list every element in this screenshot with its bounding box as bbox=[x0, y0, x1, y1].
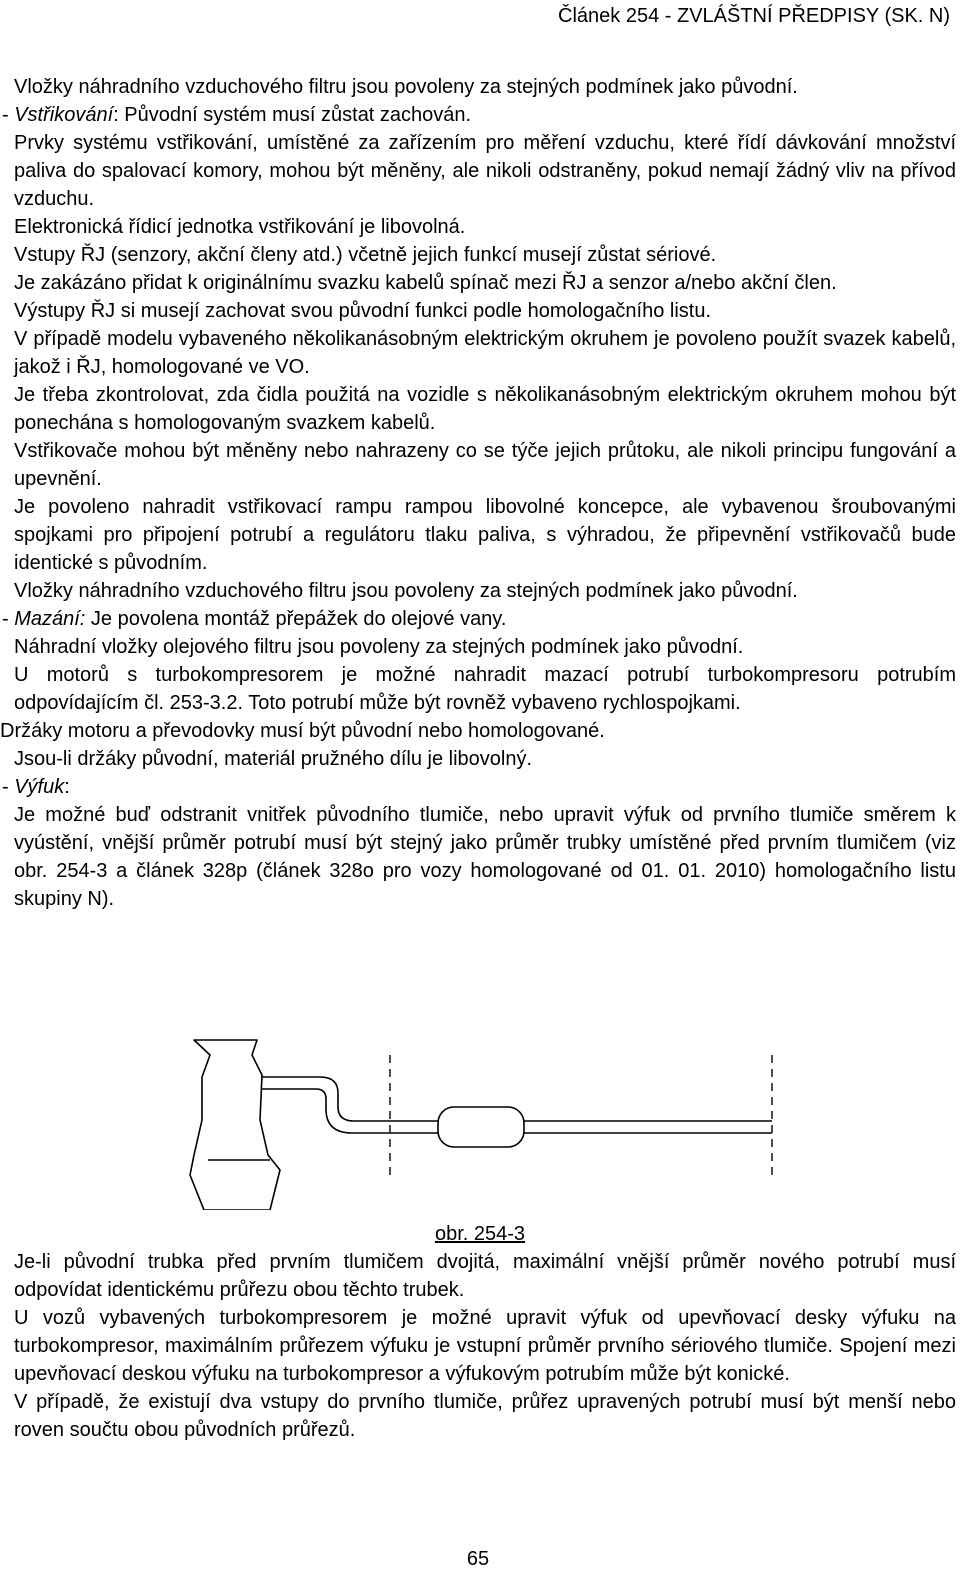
section-exhaust: - Výfuk: bbox=[2, 776, 70, 798]
paragraph-turbo-lubrication: U motorů s turbokompresorem je možné nahradit mazací potrubí turbokompresoru potrubím odpovídajícím čl. 253-3.2. Toto potrubí může být rovněž vybaveno rychlospojkami. bbox=[14, 664, 956, 714]
section-label-lubrication: Mazání: bbox=[14, 608, 86, 630]
document-body-continued bbox=[0, 1248, 956, 1444]
exhaust-figure bbox=[180, 1035, 800, 1210]
paragraph-fuel-rail: Je povoleno nahradit vstřikovací rampu rampou libovolné koncepce, ale vybavenou šroubovanými spojkami pro připojení potrubí a regulátoru tlaku paliva, s výhradou, že připevnění vstřikovačů bude identické s původním. bbox=[14, 496, 956, 574]
section-label-exhaust: Výfuk bbox=[14, 776, 65, 798]
paragraph-ecu: Elektronická řídicí jednotka vstřikování je libovolná. bbox=[14, 216, 466, 238]
silencer bbox=[438, 1107, 524, 1147]
paragraph-ecu-inputs: Vstupy ŘJ (senzory, akční členy atd.) včetně jejich funkcí musejí zůstat sériové. bbox=[14, 244, 717, 266]
paragraph-engine-mounts: Držáky motoru a převodovky musí být původní nebo homologované. bbox=[0, 720, 605, 742]
paragraph-mount-material: Jsou-li držáky původní, materiál pružného dílu je libovolný. bbox=[14, 748, 533, 770]
paragraph-exhaust-silencer: Je možné buď odstranit vnitřek původního tlumiče, nebo upravit výfuk od prvního tlumiče směrem k vyústění, vnější průměr potrubí musí být stejný jako průměr trubky umístěné před prvním tlumičem (viz obr. 254-3 a článek 328p (článek 328o pro vozy homologované od 01. 01. 2010) homologačního listu skupiny N). bbox=[14, 804, 956, 910]
document-body bbox=[0, 73, 956, 913]
exhaust-pipe-lower bbox=[262, 1089, 438, 1133]
paragraph-ecu-switch: Je zakázáno přidat k originálnímu svazku kabelů spínač mezi ŘJ a senzor a/nebo akční člen. bbox=[14, 272, 837, 294]
page-number: 65 bbox=[466, 1548, 490, 1570]
section-lubrication: - Mazání: Je povolena montáž přepážek do olejové vany. bbox=[2, 608, 507, 630]
section-label-injection: Vstřikování bbox=[14, 104, 114, 126]
paragraph-sensors: Je třeba zkontrolovat, zda čidla použitá na vozidle s několikanásobným elektrickým okruhem mohou být ponechána s homologovaným svazkem kabelů. bbox=[14, 384, 956, 434]
paragraph-air-filter: Vložky náhradního vzduchového filtru jsou povoleny za stejných podmínek jako původní. bbox=[14, 76, 798, 98]
paragraph-double-pipe: Je-li původní trubka před prvním tlumičem dvojitá, maximální vnější průměr nového potrubí musí odpovídat identickému průřezu obou těchto trubek. bbox=[14, 1251, 956, 1301]
paragraph-air-filter-2: Vložky náhradního vzduchového filtru jsou povoleny za stejných podmínek jako původní. bbox=[14, 580, 798, 602]
paragraph-ecu-outputs: Výstupy ŘJ si musejí zachovat svou původní funkci podle homologačního listu. bbox=[14, 300, 712, 322]
exhaust-diagram bbox=[190, 1040, 772, 1210]
page-header: Článek 254 - ZVLÁŠTNÍ PŘEDPISY (SK. N) bbox=[558, 5, 950, 27]
paragraph-multiplex: V případě modelu vybaveného několikanásobným elektrickým okruhem je povoleno použít svazek kabelů, jakož i ŘJ, homologované ve VO. bbox=[14, 328, 956, 378]
paragraph-turbo-exhaust: U vozů vybavených turbokompresorem je možné upravit výfuk od upevňovací desky výfuku na turbokompresor, maximálním průřezem výfuku je vstupní průměr prvního sériového tlumiče. Spojení mezi upevňovací deskou výfuku na turbokompresor a výfukovým potrubím může být konické. bbox=[14, 1307, 956, 1385]
paragraph-oil-filter: Náhradní vložky olejového filtru jsou povoleny za stejných podmínek jako původní. bbox=[14, 636, 744, 658]
paragraph-injectors: Vstřikovače mohou být měněny nebo nahrazeny co se týče jejich průtoku, ale nikoli principu fungování a upevnění. bbox=[14, 440, 956, 490]
paragraph-injection-elements: Prvky systému vstřikování, umístěné za zařízením pro měření vzduchu, které řídí dávkování množství paliva do spalovací komory, mohou být měněny, ale nikoli odstraněny, pokud nemají žádný vliv na přívod vzduchu. bbox=[14, 132, 956, 210]
section-injection: - Vstřikování: Původní systém musí zůstat zachován. bbox=[2, 104, 472, 126]
engine-block-outline bbox=[190, 1040, 280, 1210]
paragraph-two-inlets: V případě, že existují dva vstupy do prvního tlumiče, průřez upravených potrubí musí být menší nebo roven součtu obou původních průřezů. bbox=[14, 1391, 956, 1441]
exhaust-pipe-upper bbox=[262, 1077, 438, 1121]
figure-caption: obr. 254-3 bbox=[434, 1223, 526, 1245]
